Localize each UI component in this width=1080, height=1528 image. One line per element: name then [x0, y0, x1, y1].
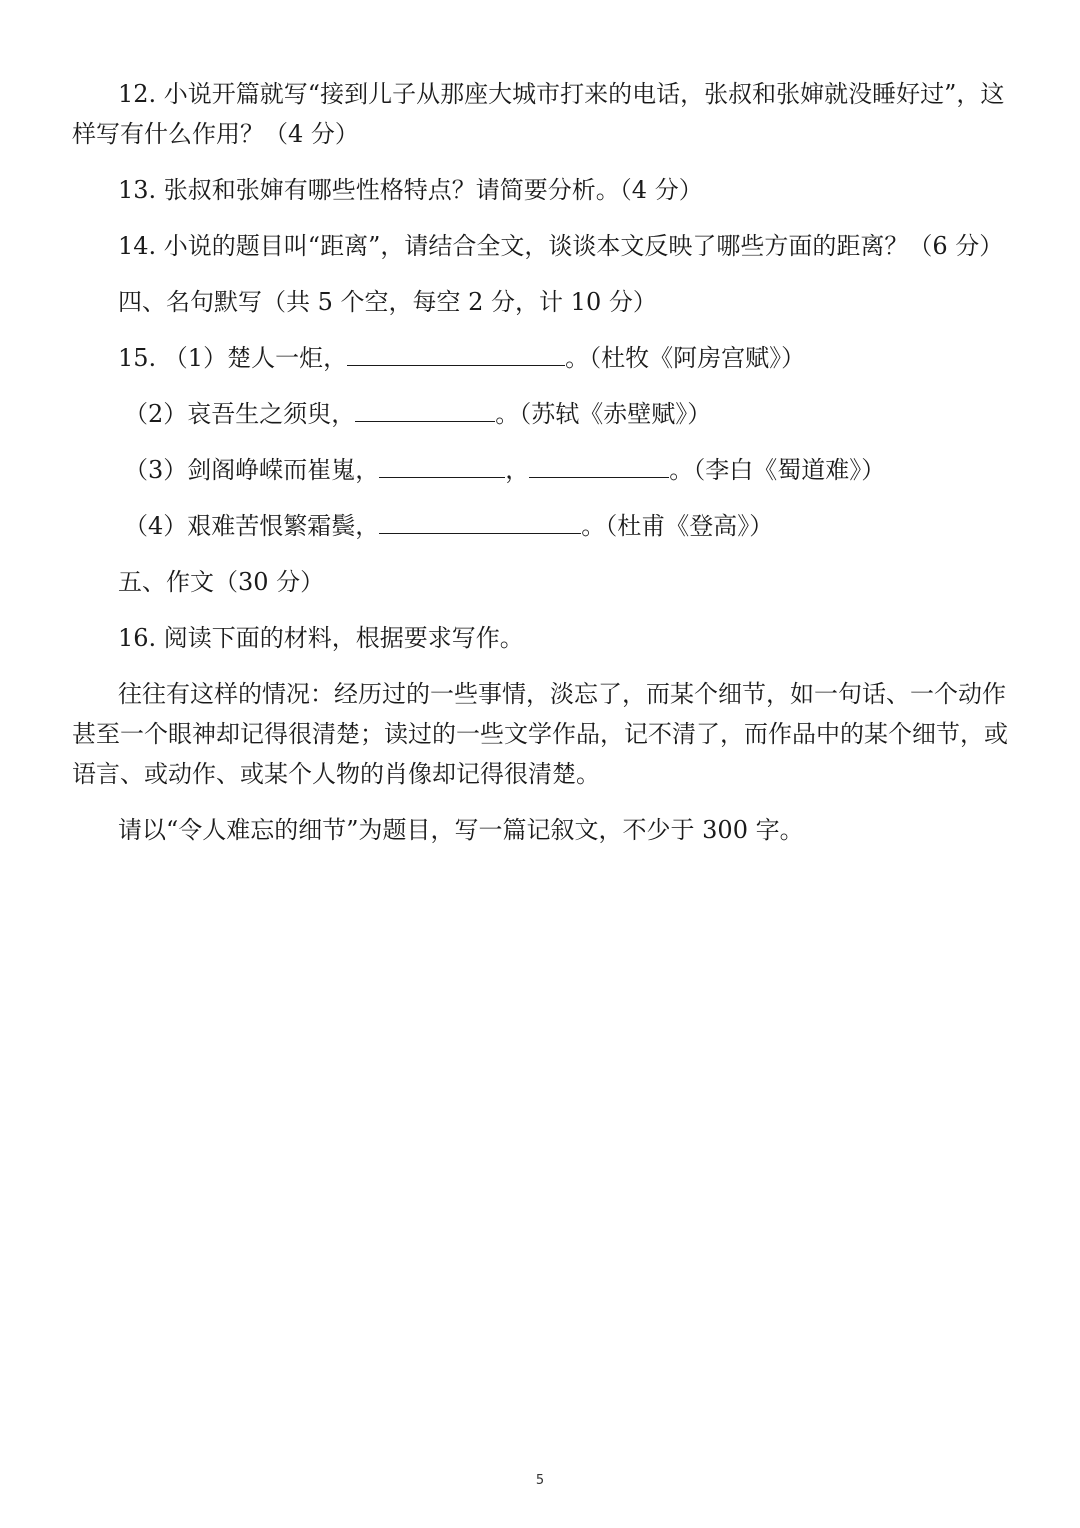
recitation-item-3: [72, 450, 1012, 490]
answer-blank: [379, 451, 505, 478]
question-13: 13. 张叔和张婶有哪些性格特点？请简要分析。（4 分）: [118, 176, 703, 204]
recitation-item-4: [72, 506, 1012, 546]
recitation-item-1-suffix: 。（杜牧《阿房宫赋》）: [565, 344, 806, 372]
recitation-item-4-prefix: （4）艰难苦恨繁霜鬓，: [124, 512, 380, 540]
recitation-item-3-middle: ，: [505, 456, 530, 484]
answer-blank: [379, 507, 581, 534]
recitation-item-1-prefix: 15. （1）楚人一炬，: [118, 344, 348, 372]
recitation-item-3-suffix: 。（李白《蜀道难》）: [669, 456, 886, 484]
writing-material: 往往有这样的情况：经历过的一些事情，淡忘了，而某个细节，如一句话、一个动作甚至一个眼神却记得很清楚；读过的一些文学作品，记不清了，而作品中的某个细节，或语言、或动作、或某个人物的肖像却记得很清楚。: [72, 680, 1008, 788]
question-16: 16. 阅读下面的材料，根据要求写作。: [118, 624, 524, 652]
recitation-item-3-prefix: （3）剑阁峥嵘而崔嵬，: [124, 456, 380, 484]
answer-blank: [529, 451, 669, 478]
recitation-item-2-suffix: 。（苏轼《赤壁赋》）: [495, 400, 712, 428]
section-5-heading: 五、作文（30 分）: [118, 568, 325, 596]
writing-prompt: 请以“令人难忘的细节”为题目，写一篇记叙文，不少于 300 字。: [118, 816, 804, 844]
question-14: 14. 小说的题目叫“距离”，请结合全文，谈谈本文反映了哪些方面的距离？（6 分）: [118, 232, 1004, 260]
exam-page: [72, 74, 1012, 866]
answer-blank: [347, 339, 565, 366]
recitation-item-1: [72, 338, 1012, 378]
recitation-item-2: [72, 394, 1012, 434]
page-number: 5: [535, 1473, 545, 1488]
question-12: 12. 小说开篇就写“接到儿子从那座大城市打来的电话，张叔和张婶就没睡好过”，这样写有什么作用？（4 分）: [72, 80, 1005, 148]
answer-blank: [355, 395, 495, 422]
recitation-item-4-suffix: 。（杜甫《登高》）: [581, 512, 774, 540]
section-4-heading: 四、名句默写（共 5 个空，每空 2 分，计 10 分）: [118, 288, 657, 316]
recitation-item-2-prefix: （2）哀吾生之须臾，: [124, 400, 356, 428]
